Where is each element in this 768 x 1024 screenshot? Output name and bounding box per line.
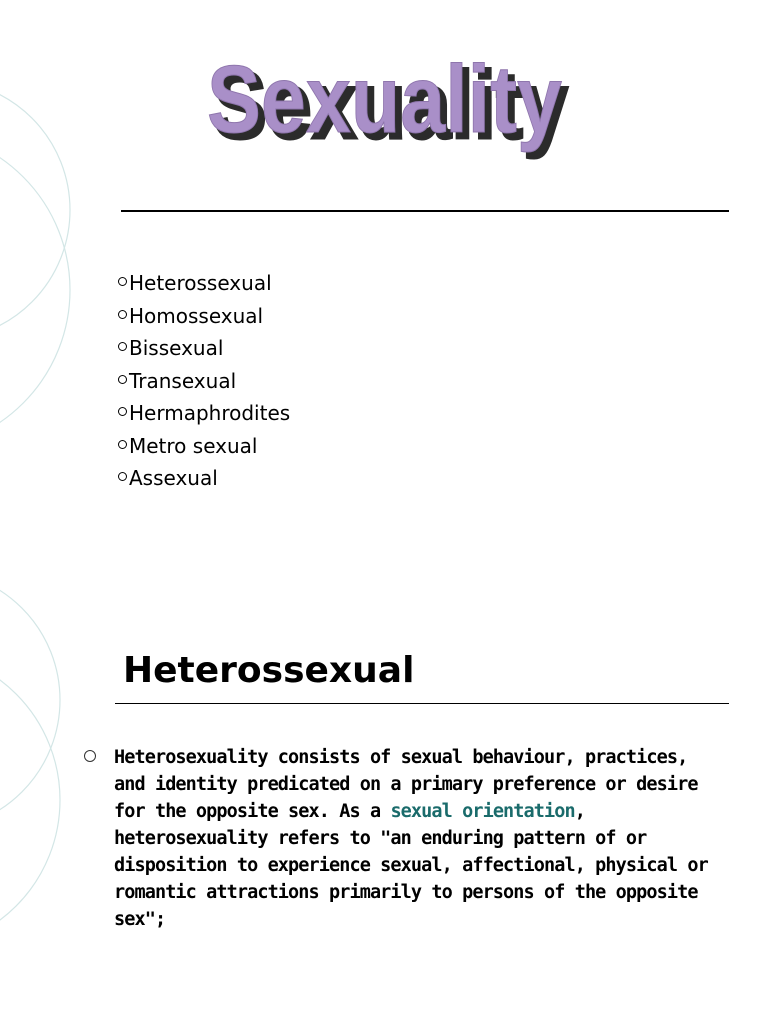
list-item: [118, 368, 290, 401]
list-item: [118, 465, 290, 498]
hollow-circle-bullet-icon: [118, 310, 127, 319]
slide-title-wordart: [205, 52, 585, 162]
definition-paragraph: [114, 744, 754, 933]
list-item: [118, 270, 290, 303]
list-item-label: Homossexual: [129, 303, 264, 328]
paragraph-line: Heterosexuality consists of sexual behaviour, practices,: [114, 747, 688, 768]
hollow-circle-bullet-icon: [118, 277, 127, 286]
deco-arc: [0, 650, 60, 950]
hollow-circle-bullet-icon: [118, 375, 127, 384]
paragraph-line: for the opposite sex. As a: [114, 801, 391, 822]
deco-arc: [0, 130, 70, 450]
sexual-orientation-link[interactable]: sexual orientation: [390, 801, 575, 822]
hollow-circle-bullet-icon: [118, 407, 127, 416]
list-item: [118, 433, 290, 466]
slide-title: Sexuality: [207, 52, 562, 153]
hollow-circle-bullet-icon: [118, 342, 127, 351]
deco-arc: [0, 570, 60, 830]
list-item-label: Assexual: [129, 466, 218, 490]
paragraph-line: sex";: [114, 909, 166, 930]
paragraph-line: disposition to experience sexual, affectional, physical or: [114, 855, 708, 876]
hollow-circle-bullet-icon: [118, 472, 127, 481]
list-item-label: Hermaphrodites: [129, 401, 291, 425]
hollow-circle-bullet-icon: [118, 440, 127, 449]
list-item-label: Metro sexual: [129, 433, 258, 458]
paragraph-line: and identity predicated on a primary preference or desire: [114, 774, 698, 795]
list-item-label: Bissexual: [129, 336, 224, 360]
paragraph-line: heterosexuality refers to "an enduring pattern of or: [114, 828, 647, 849]
list-item-label: Transexual: [129, 368, 237, 393]
deco-arc: [0, 80, 70, 340]
list-item: [118, 303, 290, 336]
title-divider: [121, 210, 729, 212]
section-heading: Heterossexual: [123, 650, 415, 691]
sexuality-types-list: [118, 270, 290, 498]
list-item: [118, 335, 290, 368]
list-item: [118, 400, 290, 433]
list-item-label: Heterossexual: [129, 271, 272, 295]
heading-divider: [115, 703, 729, 704]
paragraph-line: romantic attractions primarily to persons of the opposite: [114, 882, 698, 903]
paragraph-line: ,: [574, 801, 585, 822]
slide-title-shadow: Sexuality: [213, 52, 568, 159]
definition-block: [84, 744, 754, 933]
hollow-circle-bullet-icon: [84, 750, 96, 762]
